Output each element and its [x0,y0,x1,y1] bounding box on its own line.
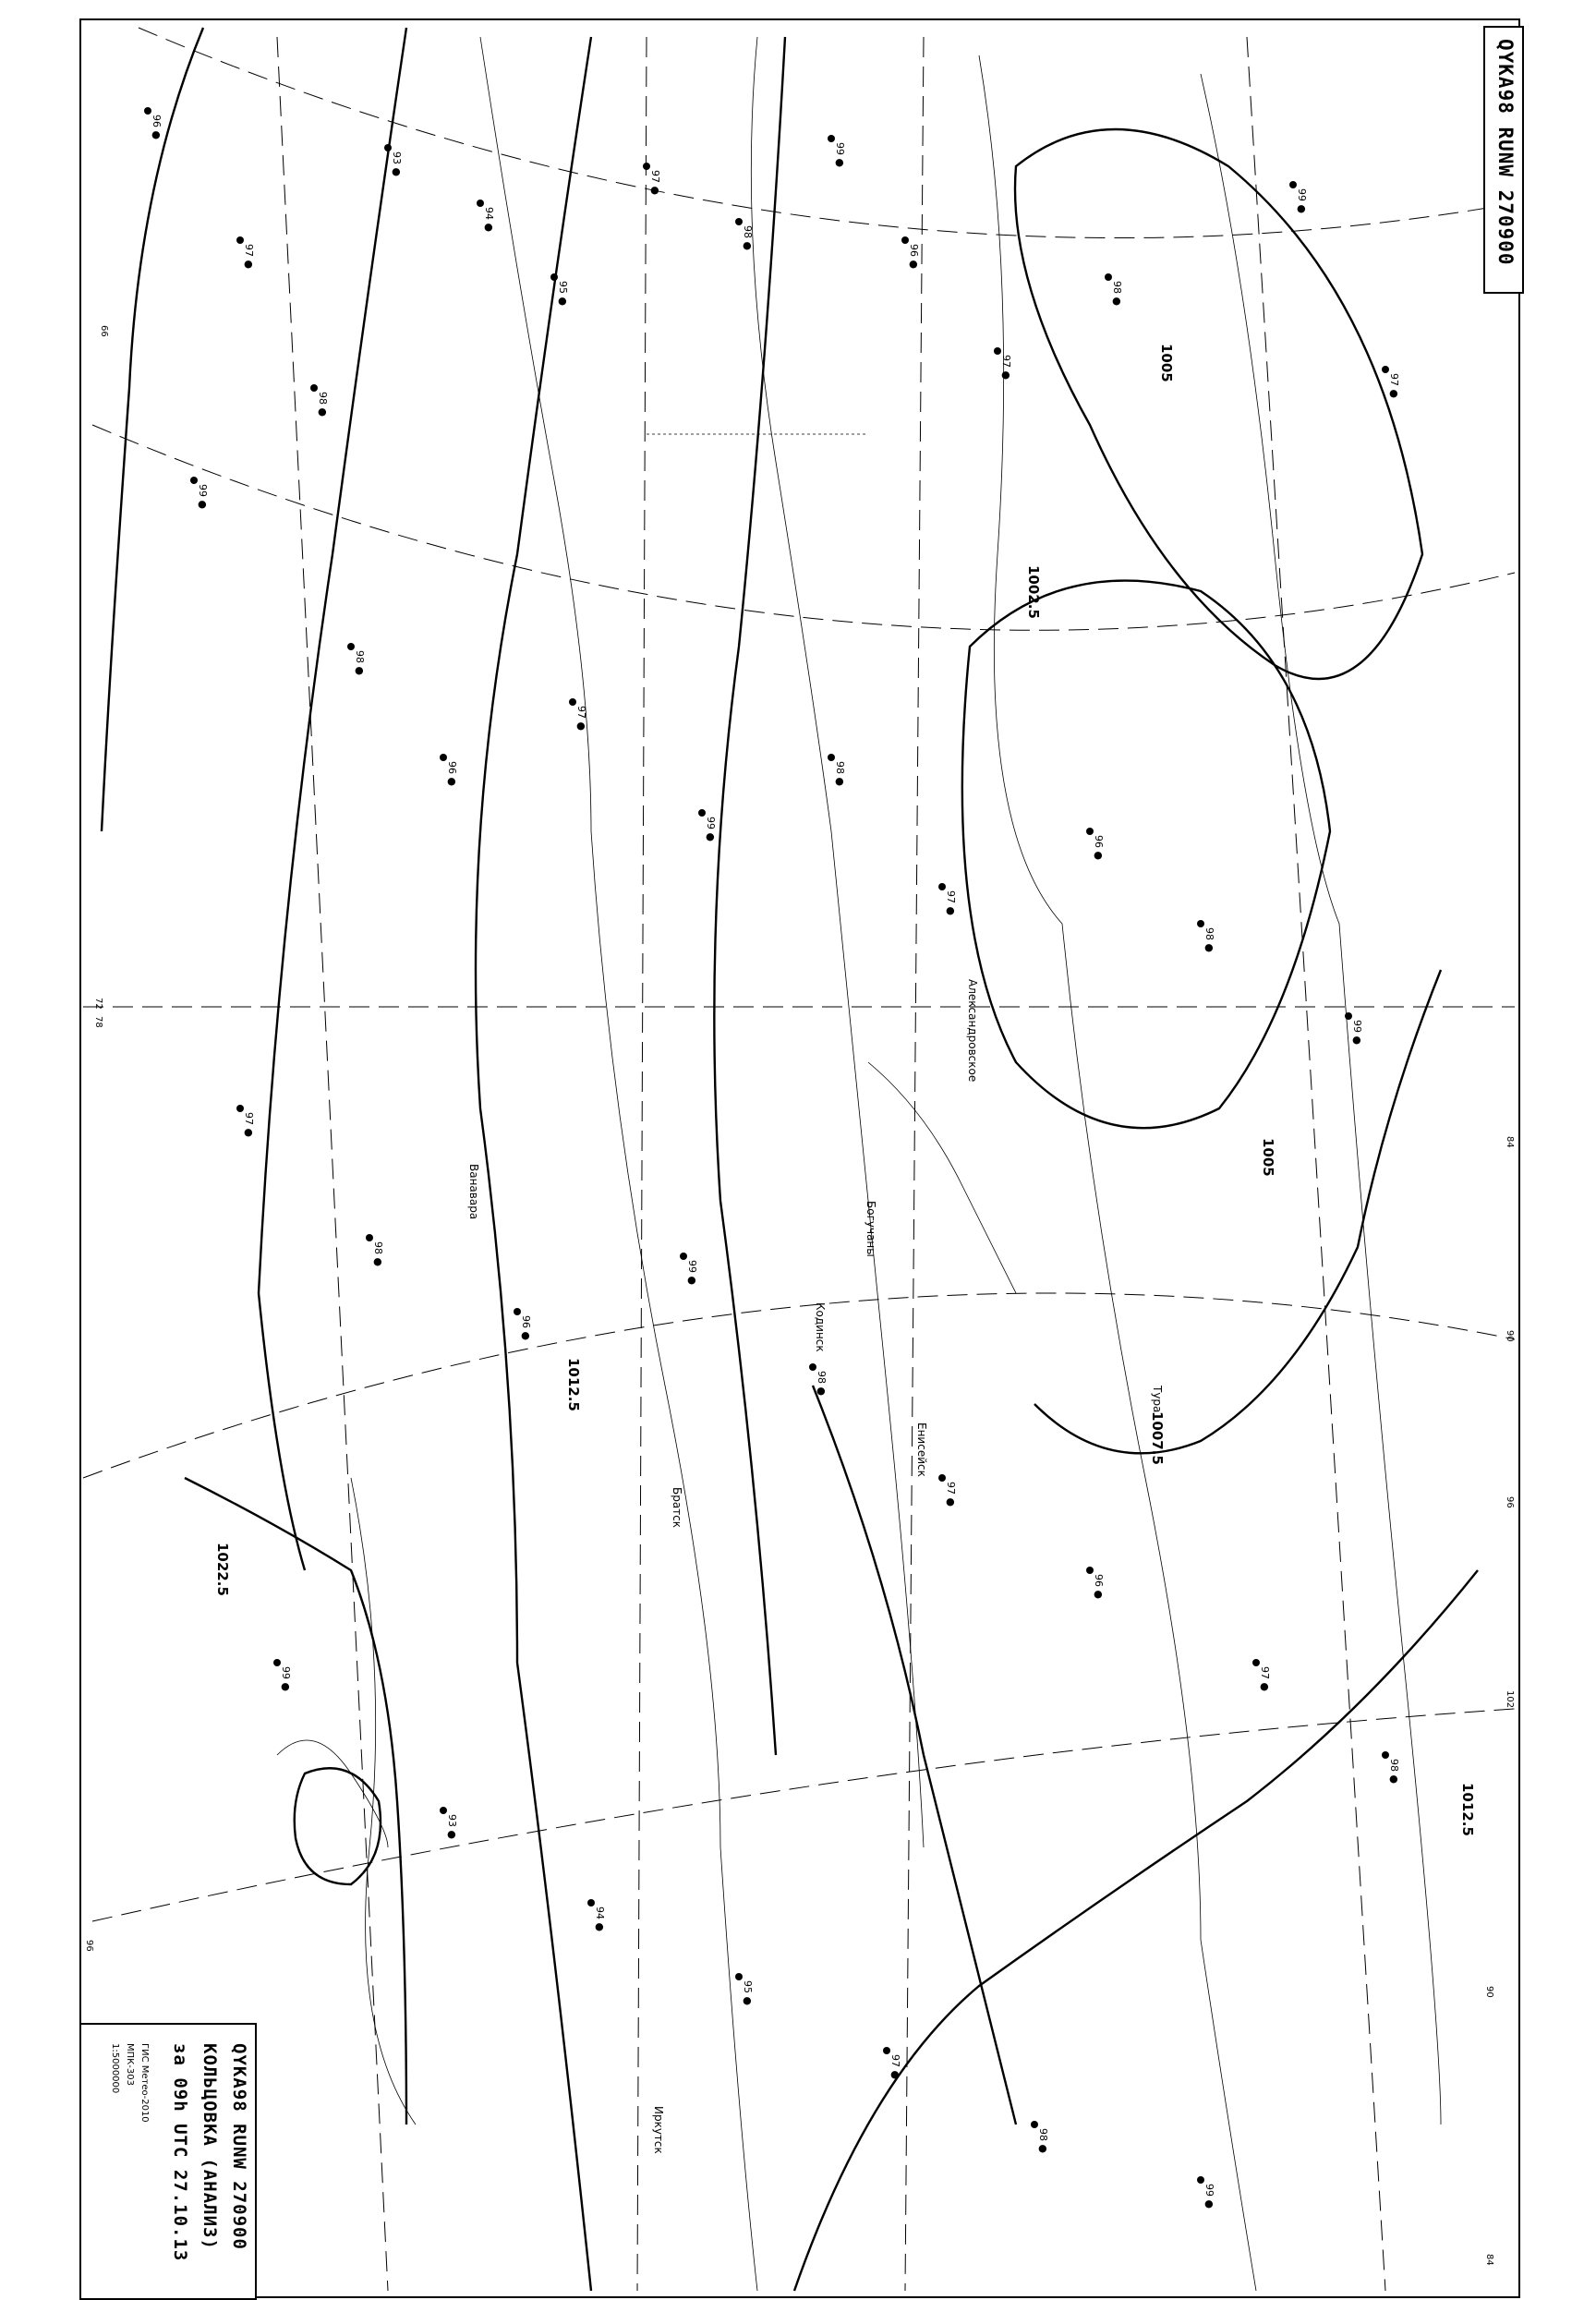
station-code: 94 ● [594,1907,606,1932]
station-code: 99 ● [280,1666,292,1692]
place-name: Ванавара [467,1164,480,1220]
station-code: 99 ● [1296,188,1308,214]
grid-label: 96 [1505,1496,1515,1508]
station-code: 99 ● [705,817,717,842]
station-code: 96 ● [520,1315,532,1341]
isobar-label: 1007.5 [1149,1411,1166,1465]
place-name: Александровское [966,979,979,1083]
station-code: 97 ● [575,706,587,732]
station-code: 98 ● [816,1371,828,1397]
station-code: 96 ● [1093,835,1105,861]
legend-time: за 09h UTC 27.10.13 [170,2043,190,2262]
station-code: 97 ● [1000,355,1012,381]
isobar-label: 1002.5 [1025,565,1042,619]
grid-label: 102 [1505,1690,1515,1709]
station-code: 99 ● [1351,1020,1363,1046]
isobar-label: 1012.5 [565,1358,582,1411]
isobar-label: 1005 [1260,1138,1276,1177]
grid-label: 78 [93,1016,103,1028]
station-code: 99 ● [686,1260,698,1286]
station-code: 97 ● [889,2054,901,2080]
station-code: 93 ● [391,151,403,177]
station-code: 97 ● [945,890,957,916]
station-code: 96 ● [446,761,458,787]
isobar-label: 1012.5 [1459,1783,1476,1836]
place-name: Братск [671,1487,683,1529]
legend-title: КОЛЬЦОВКА (АНАЛИЗ) [200,2043,220,2250]
grid-label: 84 [1484,2254,1494,2266]
place-name: Кодинск [814,1302,827,1352]
header-code: QYKA98 RUNW 270900 [1494,39,1517,266]
legend-id: МПК-303 [125,2043,135,2086]
station-code: 99 ● [197,484,209,510]
legend-code: QYKA98 RUNW 270900 [229,2043,249,2250]
station-code: 94 ● [483,207,495,233]
station-code: 97 ● [649,170,661,196]
station-code: 97 ● [1388,373,1400,399]
station-code: 98 ● [1203,927,1215,953]
grid-label: 90 [1484,1986,1494,1998]
header-code-box [1483,26,1524,294]
legend-software: ГИС Метео-2010 [139,2043,150,2123]
legend-scale: 1:5000000 [110,2043,120,2094]
station-code: 99 ● [1203,2184,1215,2209]
station-code: 96 ● [151,115,163,140]
station-code: 98 ● [317,392,329,418]
isobar-label: 1005 [1158,344,1175,382]
station-code: 98 ● [1037,2128,1049,2154]
map-frame [79,18,1520,2298]
station-code: 96 ● [1093,1574,1105,1600]
isobar-label: 1022.5 [214,1543,231,1596]
station-code: 98 ● [372,1241,384,1267]
station-code: 95 ● [742,1980,754,2006]
station-code: 98 ● [1111,281,1123,307]
station-code: 93 ● [446,1814,458,1840]
station-code: 98 ● [354,650,366,676]
station-code: 97 ● [945,1482,957,1507]
station-code: 97 ● [243,244,255,270]
station-code: 97 ● [243,1112,255,1138]
grid-label: 90 [1505,1330,1515,1342]
place-name: Енисейск [915,1422,928,1477]
station-code: 99 ● [834,142,846,168]
station-code: 98 ● [834,761,846,787]
grid-label: 72 [93,998,103,1010]
station-code: 97 ● [1259,1666,1271,1692]
place-name: Богучаны [864,1201,877,1257]
grid-label: 66 [99,325,109,337]
place-name: Иркутск [652,2106,665,2154]
station-code: 98 ● [742,225,754,251]
station-code: 98 ● [1388,1759,1400,1785]
place-name: Тура [1151,1386,1164,1413]
station-code: 96 ● [908,244,920,270]
grid-label: 84 [1505,1136,1515,1148]
legend-box [79,2023,257,2300]
grid-label: 96 [84,1940,94,1952]
station-code: 95 ● [557,281,569,307]
